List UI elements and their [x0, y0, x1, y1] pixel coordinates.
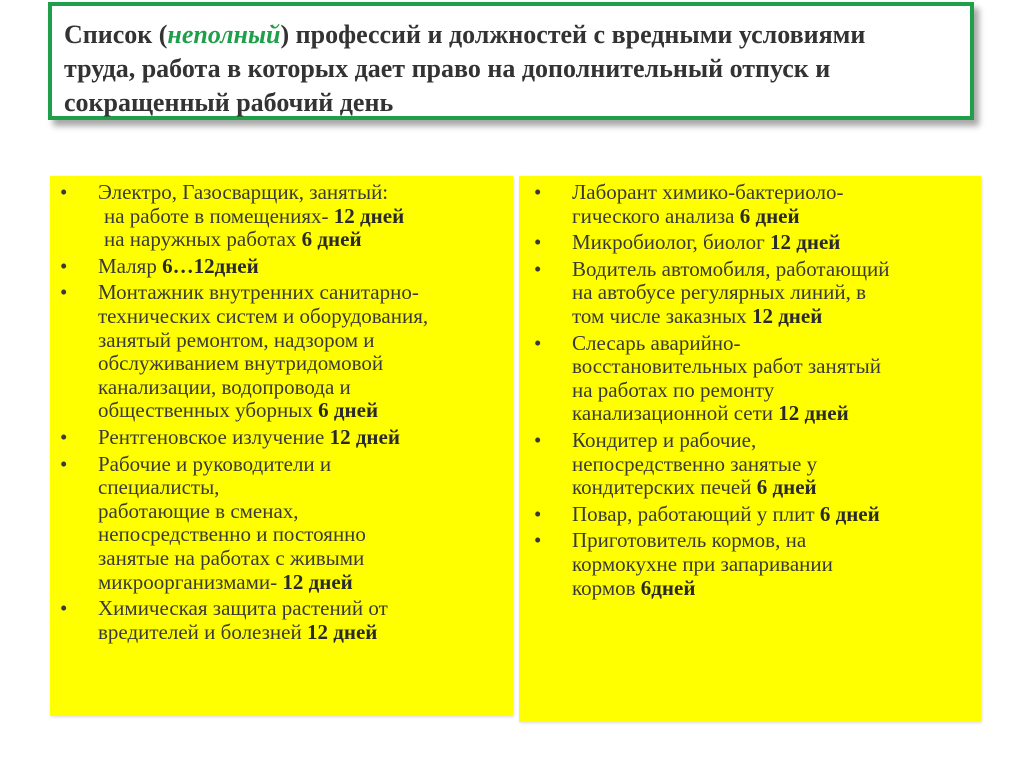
list-item	[60, 255, 503, 279]
list-item	[534, 429, 971, 500]
list-item-line	[98, 571, 503, 595]
list-item-text: Лаборант химико-бактериоло-	[572, 180, 844, 204]
list-item-text: работающие в сменах,	[98, 498, 299, 523]
list-item-text: Приготовитель кормов, на	[572, 528, 807, 553]
list-item-text: непосредственно занятые у	[572, 451, 818, 476]
list-item-text: Монтажник внутренних санитарно-	[98, 280, 419, 305]
list-item-line	[98, 426, 503, 450]
list-item	[534, 332, 971, 426]
bullet-icon: •	[534, 528, 542, 553]
list-item-text: на работах по ремонту	[572, 377, 775, 402]
list-item-line	[98, 352, 503, 376]
list-item-line	[572, 231, 971, 255]
list-item-line	[98, 281, 503, 305]
list-item	[534, 231, 971, 255]
list-item-text: общественных уборных	[98, 398, 319, 423]
list-item-text: Рентгеновское излучение	[98, 424, 330, 449]
bullet-icon: •	[534, 427, 542, 452]
bullet-icon: •	[534, 330, 542, 355]
list-item-line	[572, 476, 971, 500]
list-item-text: кормов	[572, 575, 641, 600]
list-item-line	[98, 476, 503, 500]
list-item-line	[98, 547, 503, 571]
list-item-line	[572, 181, 971, 205]
list-item-line	[572, 503, 971, 527]
title-highlight: неполный	[167, 20, 281, 49]
list-item-text: кондитерских печей	[572, 475, 757, 500]
list-item-text: вредителей и болезней	[98, 619, 307, 644]
days-value: 6 дней	[301, 227, 362, 252]
list-item-line	[572, 529, 971, 553]
bullet-icon: •	[60, 424, 68, 449]
bullet-icon: •	[534, 501, 542, 526]
list-item-line	[98, 205, 503, 229]
list-item-line	[572, 355, 971, 379]
list-item-text: Повар, работающий у плит	[572, 501, 820, 526]
list-item	[60, 426, 503, 450]
list-item-text: на автобусе регулярных линий, в	[572, 280, 867, 305]
list-item-text: обслуживанием внутридомовой	[98, 351, 384, 376]
list-item-line	[572, 205, 971, 229]
list-item-text: канализации, водопровода и	[98, 374, 351, 399]
list-item-text: на работе в помещениях-	[104, 203, 334, 228]
list-item-line	[572, 281, 971, 305]
list-item-line	[98, 399, 503, 423]
list-item-line	[98, 181, 503, 205]
list-item-text: Микробиолог, биолог	[572, 230, 770, 255]
bullet-icon: •	[60, 451, 68, 476]
days-value: 12 дней	[751, 303, 823, 328]
list-item	[60, 181, 503, 252]
list-item-text: специалисты,	[98, 475, 220, 500]
list-item-text: Маляр	[98, 253, 163, 278]
list-item-line	[572, 305, 971, 329]
list-item	[534, 181, 971, 228]
list-item-text: на наружных работах	[104, 227, 302, 252]
days-value: 6 дней	[318, 398, 379, 423]
days-value: 6дней	[640, 575, 696, 600]
list-item-line	[572, 577, 971, 601]
list-item-text: Водитель автомобиля, работающий	[572, 256, 890, 281]
list-item-line	[572, 453, 971, 477]
list-item-text: кормокухне при запаривании	[572, 551, 833, 576]
list-item-text: Кондитер и рабочие,	[572, 427, 757, 452]
days-value: 12 дней	[333, 203, 405, 228]
list-item-line	[98, 500, 503, 524]
list-item-text: микроорганизмами-	[98, 569, 283, 594]
list-item	[534, 529, 971, 600]
list-item-line	[98, 597, 503, 621]
list-item-text: непосредственно и постоянно	[98, 522, 366, 547]
days-value: 6 дней	[819, 501, 880, 526]
list-item-text: технических систем и оборудования,	[98, 303, 429, 328]
title-part1: Список (	[64, 20, 168, 49]
title-line3: сокращенный рабочий день	[64, 88, 394, 117]
list-item-text: восстановительных работ занятый	[572, 354, 881, 379]
page-title	[64, 18, 956, 120]
list-item-line	[572, 258, 971, 282]
list-item-text: Рабочие и руководители и	[98, 451, 332, 476]
list-item-line	[98, 376, 503, 400]
list-item-line	[98, 255, 503, 279]
list-item-line	[98, 305, 503, 329]
days-value: 6 дней	[756, 475, 817, 500]
list-item-line	[572, 553, 971, 577]
list-item-text: гического анализа	[572, 203, 740, 228]
list-item-line	[98, 523, 503, 547]
list-item-line	[98, 453, 503, 477]
list-item-line	[572, 429, 971, 453]
list-item-text: канализационной сети	[572, 401, 779, 426]
bullet-icon: •	[60, 180, 68, 204]
left-list-panel	[50, 176, 513, 716]
list-item-text: занятый ремонтом, надзором и	[98, 327, 375, 352]
list-item-text: том числе заказных	[572, 303, 752, 328]
list-item	[534, 258, 971, 329]
days-value: 6…12дней	[162, 253, 259, 278]
right-list-panel	[519, 176, 981, 722]
bullet-icon: •	[60, 280, 68, 305]
days-value: 12 дней	[282, 569, 353, 594]
list-item-line	[98, 621, 503, 645]
title-line2: труда, работа в которых дает право на дополнительный отпуск и	[64, 54, 831, 83]
left-list	[50, 176, 513, 644]
bullet-icon: •	[534, 230, 542, 255]
days-value: 12 дней	[769, 230, 841, 255]
list-item-line	[572, 332, 971, 356]
list-item-text: Электро, Газосварщик, занятый:	[98, 180, 389, 204]
bullet-icon: •	[534, 256, 542, 281]
title-part2: ) профессий и должностей с вредными условиями	[280, 20, 866, 49]
days-value: 12 дней	[329, 424, 400, 449]
list-item	[60, 281, 503, 423]
days-value: 12 дней	[778, 401, 849, 426]
bullet-icon: •	[534, 180, 542, 204]
list-item-line	[98, 228, 503, 252]
bullet-icon: •	[60, 253, 68, 278]
list-item-line	[572, 402, 971, 426]
list-item-text: Химическая защита растений от	[98, 596, 388, 621]
days-value: 12 дней	[306, 619, 378, 644]
list-item	[60, 453, 503, 595]
list-item-line	[572, 379, 971, 403]
days-value: 6 дней	[739, 203, 800, 228]
list-item-text: занятые на работах с живыми	[98, 545, 365, 570]
title-box	[48, 2, 974, 120]
list-item-line	[98, 329, 503, 353]
list-item	[60, 597, 503, 644]
bullet-icon: •	[60, 596, 68, 621]
right-list	[519, 176, 981, 600]
list-item-text: Слесарь аварийно-	[572, 330, 741, 355]
list-item	[534, 503, 971, 527]
